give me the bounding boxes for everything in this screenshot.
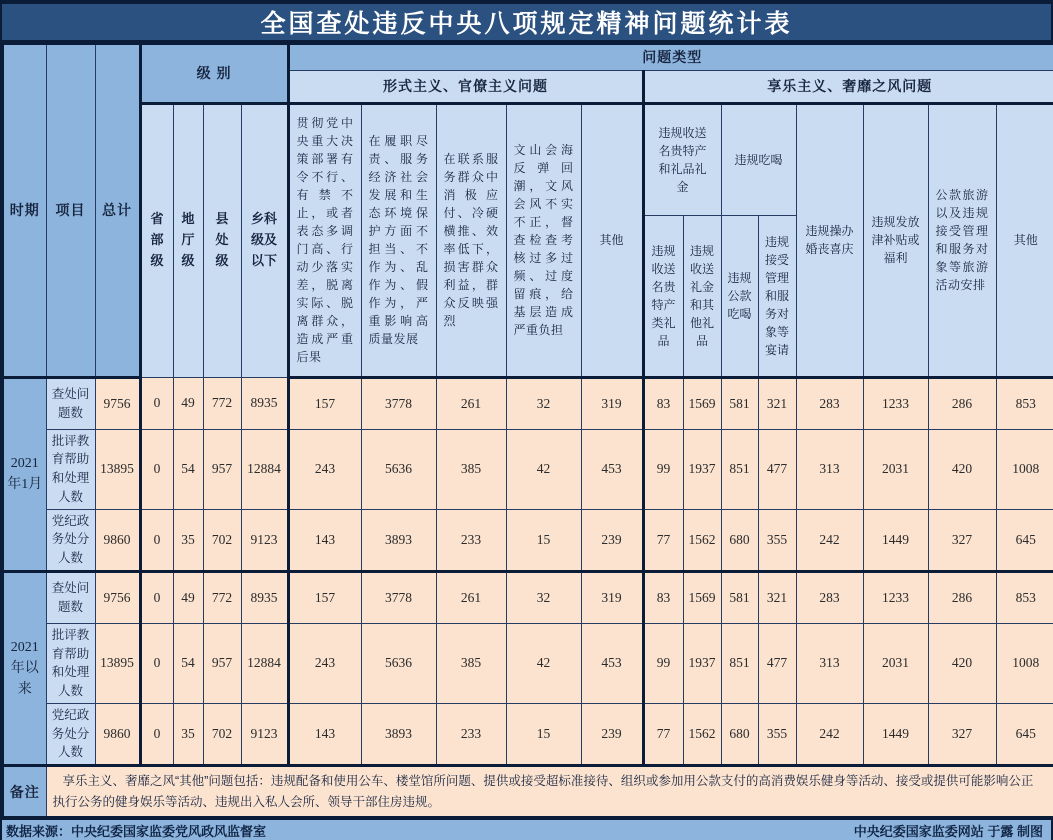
col-header-prefecture: 地厅级 xyxy=(173,103,203,377)
data-cell: 2031 xyxy=(863,623,928,703)
col-header-formalism-4: 文山会海反弹回潮，文风会风不实不正，督查检查考核过多过频、过度留痕，给基层造成严重负担 xyxy=(506,103,581,377)
data-cell: 83 xyxy=(643,571,683,623)
data-cell: 1937 xyxy=(683,623,721,703)
data-cell: 702 xyxy=(203,509,241,571)
data-cell: 853 xyxy=(996,377,1053,429)
data-cell: 5636 xyxy=(361,623,436,703)
data-cell: 3893 xyxy=(361,509,436,571)
col-header-formalism-1: 贯彻党中央重大决策部署有令不行、有禁不止，或者表态多调门高、行动少落实差，脱离实际、脱离群众，造成严重后果 xyxy=(288,103,361,377)
row-label: 党纪政务处分人数 xyxy=(46,509,95,571)
data-cell: 355 xyxy=(758,703,796,765)
row-label: 党纪政务处分人数 xyxy=(46,703,95,765)
notes-row xyxy=(3,766,1053,818)
credit-text: 中央纪委国家监委网站 于露 制图 xyxy=(853,823,1043,839)
data-cell: 99 xyxy=(643,623,683,703)
data-cell: 233 xyxy=(436,509,506,571)
data-cell: 283 xyxy=(796,571,863,623)
data-cell: 321 xyxy=(758,571,796,623)
data-cell: 77 xyxy=(643,509,683,571)
data-cell: 239 xyxy=(581,703,643,765)
data-cell: 242 xyxy=(796,509,863,571)
table-row xyxy=(3,509,1053,571)
group-header-formalism: 形式主义、官僚主义问题 xyxy=(288,70,643,103)
col-header-total: 总计 xyxy=(95,44,140,377)
data-cell: 242 xyxy=(796,703,863,765)
col-header-travel: 公款旅游以及违规接受管理和服务对象等旅游活动安排 xyxy=(928,103,996,377)
data-cell: 319 xyxy=(581,571,643,623)
data-cell: 0 xyxy=(140,509,173,571)
col-header-hedonism-other: 其他 xyxy=(996,103,1053,377)
data-cell: 12884 xyxy=(241,429,288,509)
row-label: 查处问题数 xyxy=(46,377,95,429)
data-cell: 313 xyxy=(796,429,863,509)
row-label: 查处问题数 xyxy=(46,571,95,623)
data-cell: 327 xyxy=(928,509,996,571)
data-cell: 261 xyxy=(436,377,506,429)
data-cell: 385 xyxy=(436,623,506,703)
group-header-hedonism: 享乐主义、奢靡之风问题 xyxy=(643,70,1053,103)
row-label: 批评教育帮助和处理人数 xyxy=(46,429,95,509)
data-cell: 680 xyxy=(721,509,758,571)
data-cell: 1008 xyxy=(996,429,1053,509)
table-foot-rows xyxy=(3,766,1053,818)
table-row xyxy=(3,571,1053,623)
data-cell: 35 xyxy=(173,509,203,571)
data-cell: 9123 xyxy=(241,509,288,571)
table-row xyxy=(3,429,1053,509)
data-cell: 957 xyxy=(203,429,241,509)
table-body xyxy=(3,377,1053,766)
col-header-township: 乡科级及以下 xyxy=(241,103,288,377)
data-cell: 32 xyxy=(506,377,581,429)
data-cell: 157 xyxy=(288,377,361,429)
data-cell: 283 xyxy=(796,377,863,429)
data-cell: 9123 xyxy=(241,703,288,765)
data-cell: 54 xyxy=(173,429,203,509)
data-cell: 0 xyxy=(140,429,173,509)
data-cell: 453 xyxy=(581,429,643,509)
col-header-dining-public: 违规公款吃喝 xyxy=(721,215,758,377)
data-cell: 286 xyxy=(928,377,996,429)
data-cell: 957 xyxy=(203,623,241,703)
footer-bar xyxy=(2,820,1051,840)
col-header-gifts-cash: 违规收送礼金和其他礼品 xyxy=(683,215,721,377)
data-cell: 35 xyxy=(173,703,203,765)
data-cell: 42 xyxy=(506,623,581,703)
col-header-formalism-2: 在履职尽责、服务经济社会发展和生态环境保护方面不担当、不作为、乱作为、假作为，严重影响高质量发展 xyxy=(361,103,436,377)
data-cell: 1569 xyxy=(683,377,721,429)
table-row xyxy=(3,703,1053,765)
table-head-rows xyxy=(3,44,1053,377)
group-header-level: 级 别 xyxy=(140,44,288,103)
table-row xyxy=(3,377,1053,429)
data-cell: 261 xyxy=(436,571,506,623)
data-cell: 13895 xyxy=(95,623,140,703)
data-cell: 8935 xyxy=(241,377,288,429)
data-cell: 1937 xyxy=(683,429,721,509)
data-cell: 477 xyxy=(758,623,796,703)
data-cell: 851 xyxy=(721,623,758,703)
period-cell: 2021年以来 xyxy=(3,571,46,765)
data-cell: 853 xyxy=(996,571,1053,623)
col-header-formalism-3: 在联系服务群众中消极应付、冷硬横推、效率低下，损害群众利益，群众反映强烈 xyxy=(436,103,506,377)
data-cell: 99 xyxy=(643,429,683,509)
data-cell: 243 xyxy=(288,623,361,703)
data-cell: 1562 xyxy=(683,703,721,765)
data-cell: 157 xyxy=(288,571,361,623)
data-cell: 49 xyxy=(173,377,203,429)
header-row-3 xyxy=(3,103,1053,215)
data-cell: 385 xyxy=(436,429,506,509)
data-cell: 680 xyxy=(721,703,758,765)
data-cell: 15 xyxy=(506,509,581,571)
data-cell: 772 xyxy=(203,571,241,623)
data-cell: 0 xyxy=(140,703,173,765)
group-header-problem-type: 问题类型 xyxy=(288,44,1053,70)
data-cell: 239 xyxy=(581,509,643,571)
data-cell: 851 xyxy=(721,429,758,509)
data-cell: 327 xyxy=(928,703,996,765)
data-cell: 772 xyxy=(203,377,241,429)
data-cell: 1008 xyxy=(996,623,1053,703)
data-cell: 420 xyxy=(928,623,996,703)
data-cell: 313 xyxy=(796,623,863,703)
data-cell: 321 xyxy=(758,377,796,429)
data-cell: 32 xyxy=(506,571,581,623)
data-cell: 5636 xyxy=(361,429,436,509)
col-header-wedding-funeral: 违规操办婚丧喜庆 xyxy=(796,103,863,377)
data-cell: 702 xyxy=(203,703,241,765)
data-cell: 143 xyxy=(288,509,361,571)
data-cell: 1233 xyxy=(863,377,928,429)
data-cell: 2031 xyxy=(863,429,928,509)
notes-text: 享乐主义、奢靡之风“其他”问题包括：违规配备和使用公车、楼堂馆所问题、提供或接受超标准接待、组织或参加用公款支付的高消费娱乐健身等活动、接受或提供可能影响公正执行公务的健身娱乐等活动、违规出入私人会所、领导干部住房违规。 xyxy=(46,766,1053,818)
col-header-allowance: 违规发放津补贴或福利 xyxy=(863,103,928,377)
data-source-text: 数据来源：中央纪委国家监委党风政风监督室 xyxy=(6,823,267,839)
data-cell: 77 xyxy=(643,703,683,765)
col-header-county: 县处级 xyxy=(203,103,241,377)
col-header-period: 时期 xyxy=(3,44,46,377)
data-cell: 453 xyxy=(581,623,643,703)
notes-label: 备注 xyxy=(3,766,46,818)
col-header-item: 项目 xyxy=(46,44,95,377)
data-cell: 233 xyxy=(436,703,506,765)
col-header-formalism-other: 其他 xyxy=(581,103,643,377)
data-cell: 3893 xyxy=(361,703,436,765)
period-cell: 2021年1月 xyxy=(3,377,46,571)
data-cell: 49 xyxy=(173,571,203,623)
data-cell: 0 xyxy=(140,623,173,703)
data-cell: 581 xyxy=(721,571,758,623)
group-header-gifts: 违规收送名贵特产和礼品礼金 xyxy=(643,103,721,215)
data-cell: 243 xyxy=(288,429,361,509)
data-cell: 1449 xyxy=(863,703,928,765)
data-cell: 15 xyxy=(506,703,581,765)
data-cell: 9860 xyxy=(95,703,140,765)
data-cell: 0 xyxy=(140,377,173,429)
data-cell: 1233 xyxy=(863,571,928,623)
statistics-table xyxy=(2,43,1053,818)
data-cell: 13895 xyxy=(95,429,140,509)
data-cell: 645 xyxy=(996,703,1053,765)
data-cell: 3778 xyxy=(361,377,436,429)
data-cell: 1449 xyxy=(863,509,928,571)
data-cell: 420 xyxy=(928,429,996,509)
col-header-gifts-specialty: 违规收送名贵特产类礼品 xyxy=(643,215,683,377)
header-row-1 xyxy=(3,44,1053,70)
data-cell: 645 xyxy=(996,509,1053,571)
data-cell: 1562 xyxy=(683,509,721,571)
data-cell: 42 xyxy=(506,429,581,509)
page-title: 全国查处违反中央八项规定精神问题统计表 xyxy=(260,10,793,38)
data-cell: 8935 xyxy=(241,571,288,623)
data-cell: 9756 xyxy=(95,377,140,429)
data-cell: 83 xyxy=(643,377,683,429)
data-cell: 143 xyxy=(288,703,361,765)
data-cell: 581 xyxy=(721,377,758,429)
data-cell: 12884 xyxy=(241,623,288,703)
data-cell: 1569 xyxy=(683,571,721,623)
data-cell: 3778 xyxy=(361,571,436,623)
col-header-provincial: 省部级 xyxy=(140,103,173,377)
data-cell: 477 xyxy=(758,429,796,509)
data-cell: 355 xyxy=(758,509,796,571)
group-header-dining: 违规吃喝 xyxy=(721,103,796,215)
table-row xyxy=(3,623,1053,703)
row-label: 批评教育帮助和处理人数 xyxy=(46,623,95,703)
col-header-dining-banquet: 违规接受管理和服务对象等宴请 xyxy=(758,215,796,377)
title-bar xyxy=(2,4,1051,40)
data-cell: 9860 xyxy=(95,509,140,571)
data-cell: 286 xyxy=(928,571,996,623)
data-cell: 319 xyxy=(581,377,643,429)
data-cell: 54 xyxy=(173,623,203,703)
data-cell: 0 xyxy=(140,571,173,623)
data-cell: 9756 xyxy=(95,571,140,623)
